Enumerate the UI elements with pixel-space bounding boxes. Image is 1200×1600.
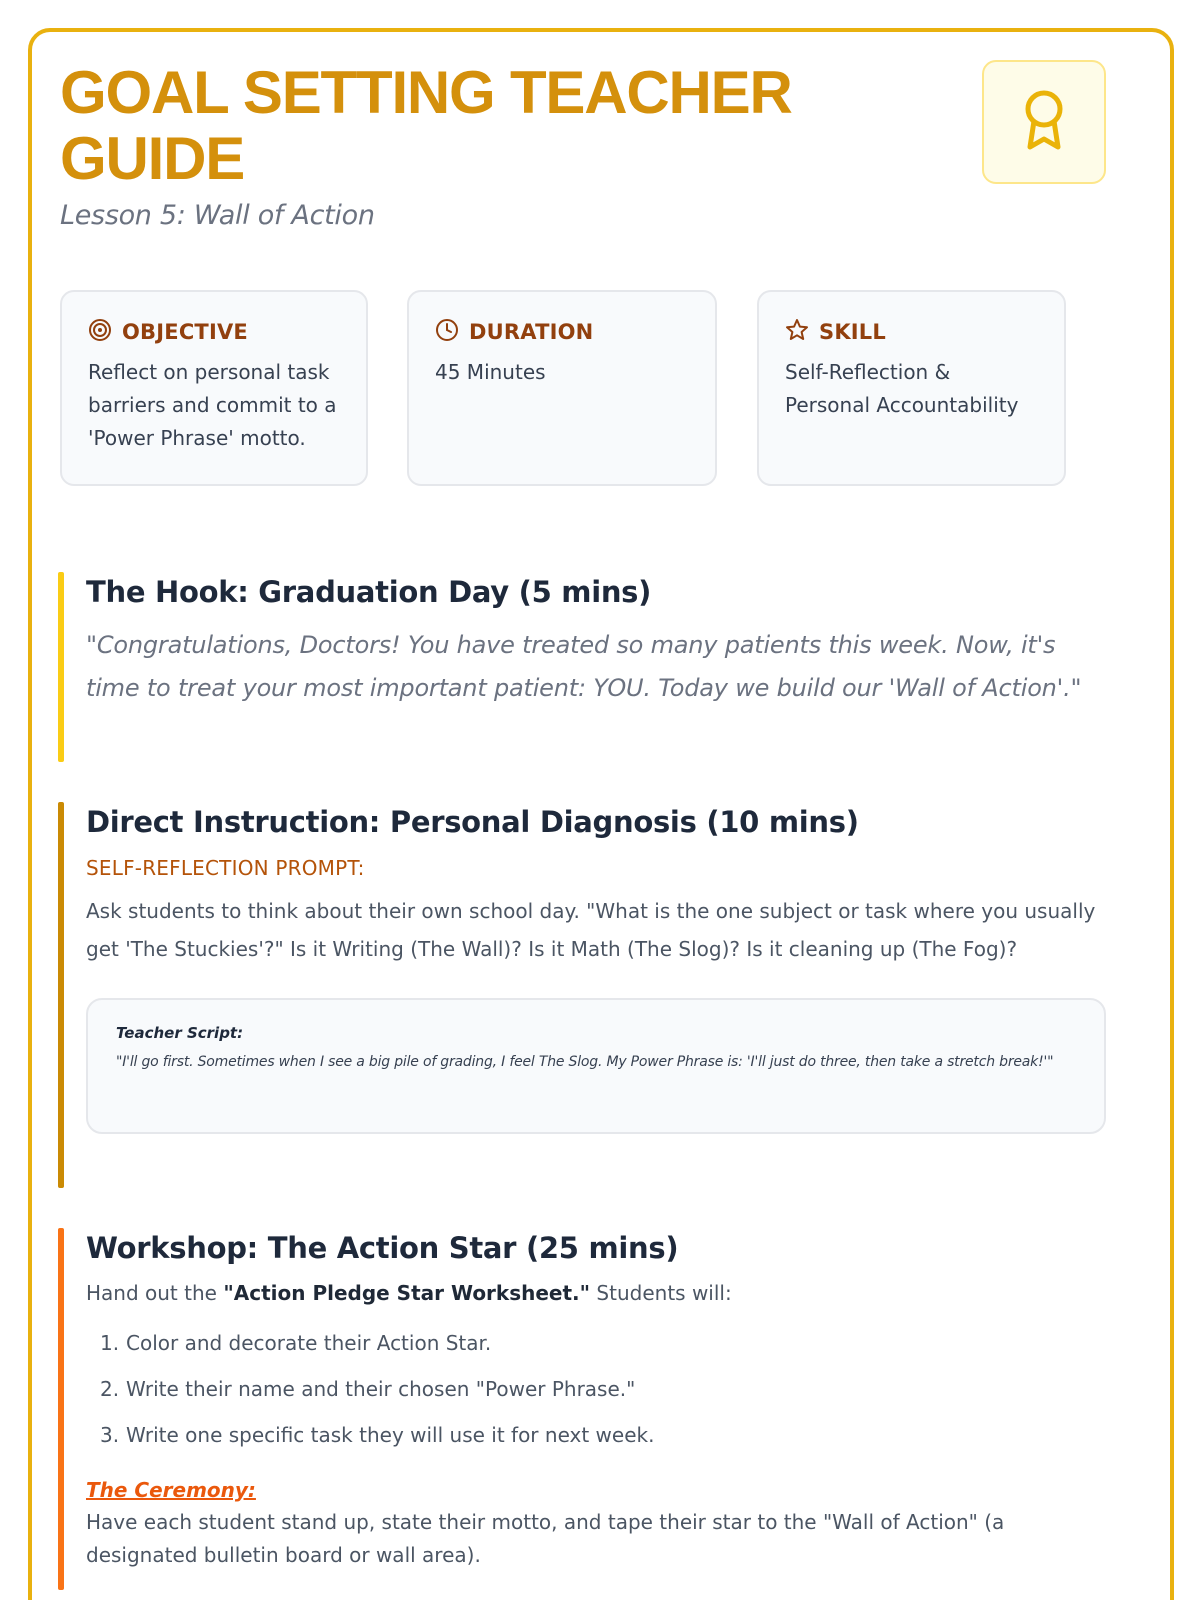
step-number: 3. <box>100 1423 120 1447</box>
ceremony-text: Have each student stand up, state their motto, and tape their star to the "Wall of Action" (a designated bulletin board or wall area). <box>86 1510 1005 1567</box>
hook-section <box>58 572 1106 762</box>
step-text: Write their name and their chosen "Power Phrase." <box>126 1377 636 1401</box>
objective-card <box>60 290 368 486</box>
step-text: Write one specific task they will use it for next week. <box>126 1423 655 1447</box>
award-badge <box>982 60 1106 184</box>
star-icon <box>785 318 809 346</box>
step-text: Color and decorate their Action Star. <box>126 1331 492 1355</box>
skill-text: Self-Reflection & Personal Accountability <box>785 360 1019 417</box>
teacher-script-label: Teacher Script: <box>116 1024 244 1042</box>
duration-card <box>407 290 717 486</box>
award-ribbon-icon <box>1020 87 1068 157</box>
workshop-accent-bar <box>58 1228 64 1590</box>
teacher-script-text: "I'll go first. Sometimes when I see a big pile of grading, I feel The Slog. My Power Phrase is: 'I'll just do three, then take a stretch break!'" <box>116 1054 1054 1070</box>
list-item <box>86 1320 1106 1366</box>
ceremony-label: The Ceremony: <box>86 1478 256 1502</box>
list-item <box>86 1412 1106 1458</box>
workshop-steps <box>86 1320 1106 1458</box>
reflection-prompt-label: SELF-REFLECTION PROMPT: <box>86 856 365 880</box>
teacher-script-box <box>86 998 1106 1134</box>
objective-text: Reflect on personal task barriers and commit to a 'Power Phrase' motto. <box>88 360 337 450</box>
list-item <box>86 1366 1106 1412</box>
workshop-section <box>58 1228 1106 1590</box>
instruction-accent-bar <box>58 802 64 1188</box>
instruction-section <box>58 802 1106 1188</box>
page-title: GOAL SETTING TEACHER GUIDE <box>60 59 792 192</box>
hook-title: The Hook: Graduation Day (5 mins) <box>86 575 652 609</box>
step-number: 2. <box>100 1377 120 1401</box>
header <box>60 60 1106 260</box>
duration-label: DURATION <box>469 320 594 344</box>
info-cards <box>60 290 1106 486</box>
hook-quote: "Congratulations, Doctors! You have treated so many patients this week. Now, it's time to treat your most important patient: YOU. Today we build our 'Wall of Action'." <box>86 631 1082 702</box>
instruction-text: Ask students to think about their own school day. "What is the one subject or task where you usually get 'The Stuckies'?" Is it Writing (The Wall)? Is it Math (The Slog)? Is it cleaning up (The Fog)? <box>86 899 1096 961</box>
instruction-title: Direct Instruction: Personal Diagnosis (10 mins) <box>86 805 859 839</box>
duration-text: 45 Minutes <box>435 360 546 384</box>
workshop-intro <box>86 1276 1106 1310</box>
lesson-subtitle: Lesson 5: Wall of Action <box>60 200 375 231</box>
skill-label: SKILL <box>819 320 886 344</box>
objective-label: OBJECTIVE <box>122 320 248 344</box>
skill-card <box>757 290 1066 486</box>
workshop-title: Workshop: The Action Star (25 mins) <box>86 1231 679 1265</box>
clock-icon <box>435 318 459 346</box>
target-icon <box>88 318 112 346</box>
step-number: 1. <box>100 1331 120 1355</box>
workshop-intro-before: Hand out the <box>86 1281 224 1305</box>
hook-accent-bar <box>58 572 64 762</box>
worksheet-name: "Action Pledge Star Worksheet." <box>223 1281 591 1305</box>
workshop-intro-after: Students will: <box>590 1281 732 1305</box>
